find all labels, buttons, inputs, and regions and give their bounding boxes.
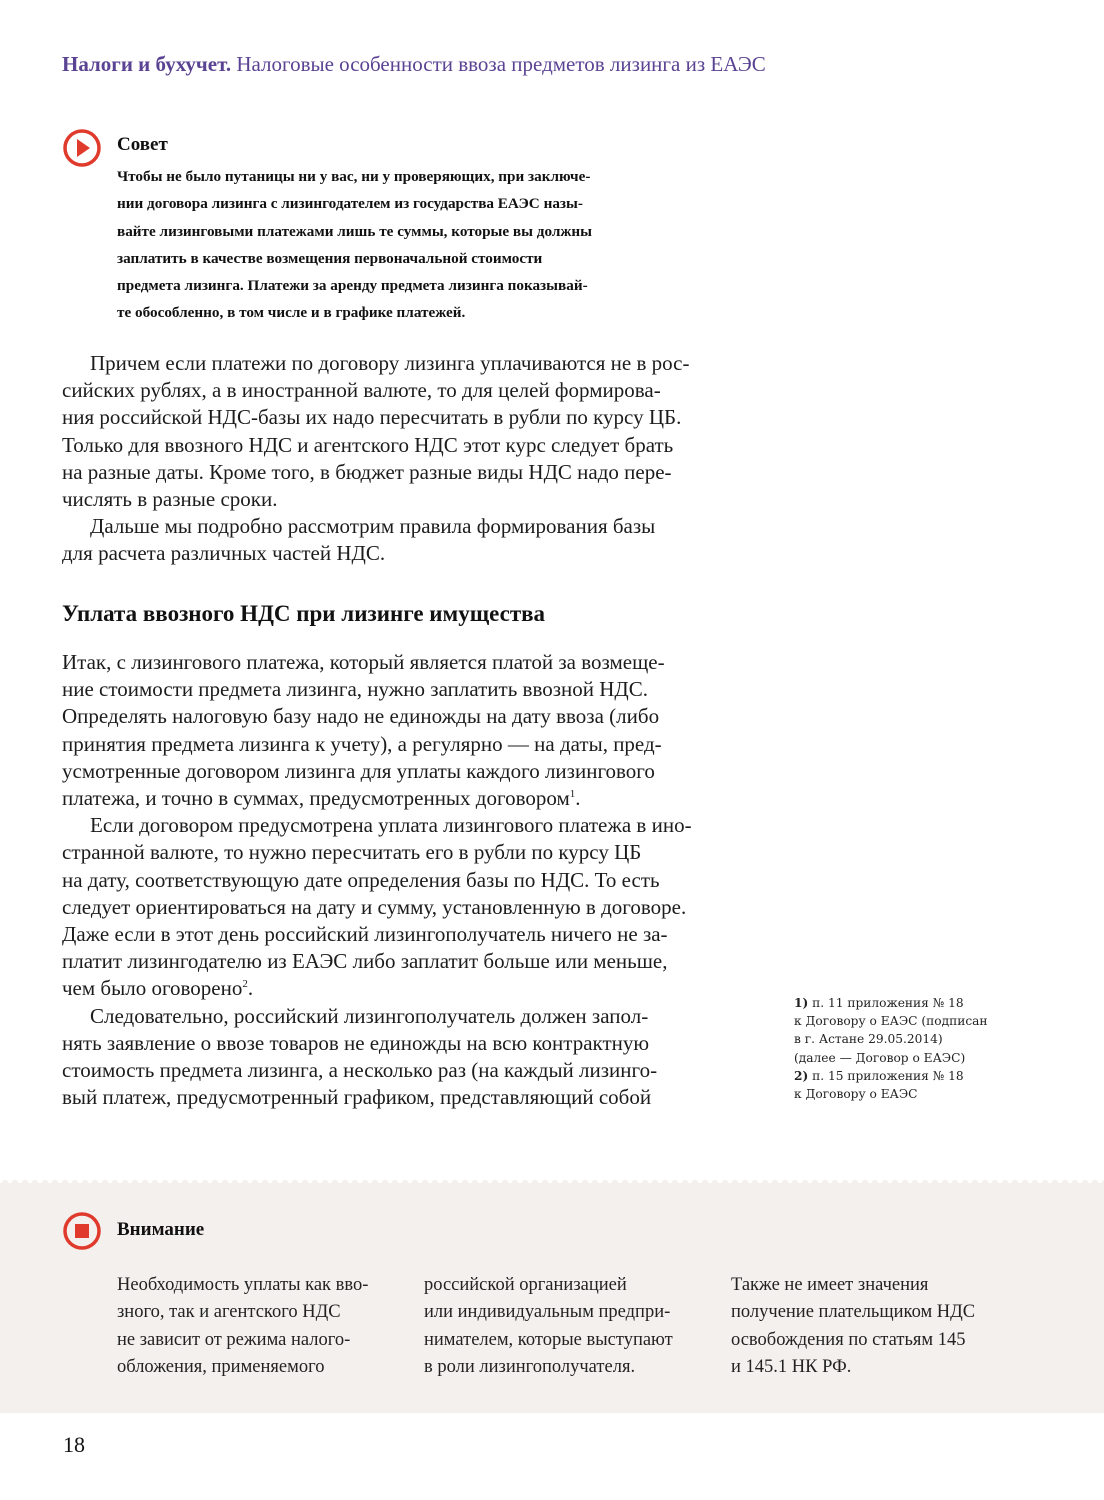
paragraph-line: Итак, с лизингового платежа, который является платой за возмеще-	[62, 650, 665, 674]
running-header	[62, 52, 766, 77]
footnote-line: п. 11 приложения № 18	[812, 996, 964, 1010]
footnote-line: в г. Астане 29.05.2014)	[794, 1032, 943, 1047]
tip-line: те обособленно, в том числе и в графике платежей.	[117, 304, 466, 322]
paragraph-line: усмотренные договором лизинга для уплаты каждого лизингового	[62, 758, 655, 783]
punctuation: .	[575, 786, 581, 811]
page-number: 18	[63, 1432, 85, 1457]
footnote-2	[794, 1067, 1014, 1085]
paragraph-line: на разные даты. Кроме того, в бюджет разные виды НДС надо пере-	[62, 459, 672, 484]
paragraph-line: платежа, и точно в суммах, предусмотренных договором	[62, 786, 570, 811]
paragraph-line: Даже если в этот день российский лизингополучатель ничего не за-	[62, 922, 668, 947]
footnote-1	[794, 994, 1014, 1012]
running-header-title: Налоговые особенности ввоза предметов лизинга из ЕАЭС	[236, 52, 766, 76]
punctuation: .	[247, 976, 254, 1001]
tip-line: нии договора лизинга с лизингодателем из государства ЕАЭС назы-	[117, 195, 583, 213]
tip-line: предмета лизинга. Платежи за аренду предмета лизинга показывай-	[117, 277, 588, 295]
running-header-section: Налоги и бухучет.	[62, 52, 232, 76]
attention-line: или индивидуальным предпри-	[424, 1302, 671, 1323]
attention-line: Необходимость уплаты как вво-	[117, 1275, 369, 1295]
footnote-ref-2[interactable]: 2	[242, 978, 248, 991]
paragraph-line: платит лизингодателю из ЕАЭС либо заплатит больше или меньше,	[62, 949, 668, 974]
attention-title: Внимание	[117, 1219, 205, 1240]
paragraph-line: Определять налоговую базу надо не единожды на дату ввоза (либо	[62, 704, 660, 729]
footnote-number: 2)	[794, 1068, 809, 1083]
tip-body	[117, 163, 742, 327]
section-heading: Уплата ввозного НДС при лизинге имущества	[62, 601, 546, 626]
paragraph-line: для расчета различных частей НДС.	[62, 541, 386, 566]
footnote-number: 1)	[794, 996, 809, 1010]
attention-line: зного, так и агентского НДС	[117, 1302, 341, 1323]
attention-column-1	[117, 1272, 368, 1381]
attention-column-3	[731, 1272, 975, 1381]
paragraph-line: следует ориентироваться на дату и сумму, установленную в договоре.	[62, 894, 687, 919]
attention-line: получение плательщиком НДС	[731, 1302, 976, 1323]
paragraph-line: стоимость предмета лизинга, а несколько раз (на каждый лизинго-	[62, 1058, 658, 1083]
stop-circle-icon	[62, 1211, 102, 1251]
tip-line: заплатить в качестве возмещения первоначальной стоимости	[117, 249, 543, 267]
attention-line: освобождения по статьям 145	[731, 1329, 966, 1350]
attention-line: в роли лизингополучателя.	[424, 1356, 636, 1377]
paragraph-line: вый платеж, предусмотренный графиком, представляющий собой	[62, 1085, 652, 1110]
play-circle-icon	[62, 128, 102, 168]
paragraph-line: принятия предмета лизинга к учету), а регулярно — на даты, пред-	[62, 731, 662, 756]
paragraph-line: Причем если платежи по договору лизинга уплачиваются не в рос-	[90, 351, 690, 375]
attention-column-2	[424, 1272, 673, 1381]
footnote-ref-1[interactable]: 1	[569, 788, 576, 801]
paragraph-line: Только для ввозного НДС и агентского НДС этот курс следует брать	[62, 432, 674, 457]
paragraph-line-with-footnote	[62, 785, 742, 812]
attention-line: не зависит от режима налого-	[117, 1329, 351, 1350]
tip-line: вайте лизинговыми платежами лишь те суммы, которые вы должны	[117, 222, 592, 240]
footnote-line: к Договору о ЕАЭС	[794, 1087, 918, 1102]
paragraph-line: сийских рублях, а в иностранной валюте, то для целей формирова-	[62, 378, 661, 403]
intro-text	[62, 350, 742, 568]
tip-line: Чтобы не было путаницы ни у вас, ни у проверяющих, при заключе-	[117, 168, 591, 185]
paragraph-line: Следовательно, российский лизингополучатель должен запол-	[90, 1003, 649, 1028]
footnote-line: к Договору о ЕАЭС (подписан	[794, 1014, 988, 1029]
attention-line: российской организацией	[424, 1275, 627, 1295]
footnote-line: п. 15 приложения № 18	[812, 1068, 964, 1083]
section-text	[62, 649, 742, 1111]
paragraph-line-with-footnote	[62, 975, 742, 1002]
footnotes	[794, 994, 1014, 1103]
paragraph-line: нять заявление о ввозе товаров не единожды на всю контрактную	[62, 1030, 650, 1055]
paragraph-line: числять в разные сроки.	[62, 487, 278, 512]
attention-line: Также не имеет значения	[731, 1275, 929, 1295]
paragraph-line: ние стоимости предмета лизинга, нужно заплатить ввозной НДС.	[62, 677, 648, 702]
paragraph-line: чем было оговорено	[62, 976, 243, 1001]
paragraph-line: Дальше мы подробно рассмотрим правила формирования базы	[90, 514, 656, 539]
tip-title: Совет	[117, 134, 168, 155]
paragraph-line: ния российской НДС-базы их надо пересчитать в рубли по курсу ЦБ.	[62, 405, 682, 430]
attention-line: обложения, применяемого	[117, 1356, 325, 1377]
paragraph-line: странной валюте, то нужно пересчитать его в рубли по курсу ЦБ	[62, 840, 642, 865]
attention-line: нимателем, которые выступают	[424, 1329, 673, 1350]
footnote-line: (далее — Договор о ЕАЭС)	[794, 1050, 966, 1065]
paragraph-line: на дату, соответствующую дате определения базы по НДС. То есть	[62, 867, 660, 892]
paragraph-line: Если договором предусмотрена уплата лизингового платежа в ино-	[90, 813, 692, 838]
attention-line: и 145.1 НК РФ.	[731, 1356, 852, 1377]
